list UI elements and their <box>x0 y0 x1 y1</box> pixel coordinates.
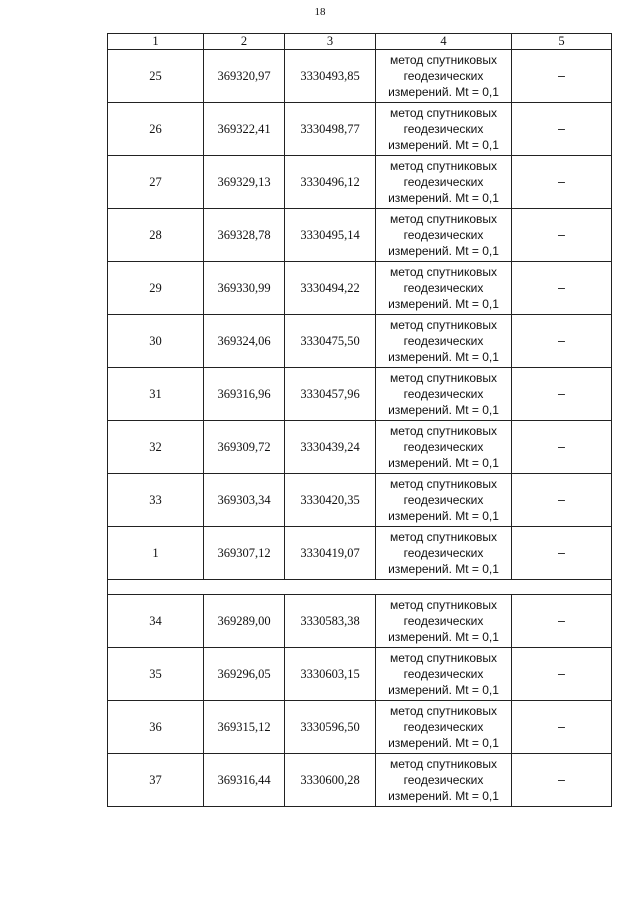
point-number: 35 <box>108 648 204 701</box>
coordinate-x: 369309,72 <box>204 421 285 474</box>
method-line: геодезических <box>403 440 484 454</box>
page-number: 18 <box>314 6 326 18</box>
method-line: геодезических <box>403 614 484 628</box>
method-line: метод спутниковых <box>389 704 497 718</box>
point-number: 33 <box>108 474 204 527</box>
note-cell: – <box>512 262 612 315</box>
measurement-method <box>376 527 512 580</box>
coordinate-x: 369324,06 <box>204 315 285 368</box>
method-line: измерений. Mt = 0,1 <box>388 85 499 99</box>
point-number: 30 <box>108 315 204 368</box>
measurement-method <box>376 648 512 701</box>
coordinate-y: 3330495,14 <box>285 209 376 262</box>
note-cell: – <box>512 474 612 527</box>
coordinate-y: 3330600,28 <box>285 754 376 807</box>
note-cell: – <box>512 156 612 209</box>
method-line: измерений. Mt = 0,1 <box>388 562 499 576</box>
point-number: 26 <box>108 103 204 156</box>
method-line: геодезических <box>403 773 484 787</box>
point-number: 34 <box>108 595 204 648</box>
measurement-method <box>376 209 512 262</box>
method-line: геодезических <box>403 546 484 560</box>
method-line: измерений. Mt = 0,1 <box>388 403 499 417</box>
note-cell: – <box>512 209 612 262</box>
coordinate-x: 369315,12 <box>204 701 285 754</box>
method-line: измерений. Mt = 0,1 <box>388 297 499 311</box>
table-row <box>108 527 612 580</box>
coordinates-table <box>107 33 612 807</box>
column-header-1: 1 <box>108 34 204 50</box>
coordinate-x: 369330,99 <box>204 262 285 315</box>
method-line: метод спутниковых <box>389 371 497 385</box>
table-row <box>108 421 612 474</box>
table-row <box>108 50 612 103</box>
note-cell: – <box>512 315 612 368</box>
coordinate-y: 3330475,50 <box>285 315 376 368</box>
point-number: 37 <box>108 754 204 807</box>
note-cell: – <box>512 421 612 474</box>
method-line: метод спутниковых <box>389 757 497 771</box>
table-row <box>108 315 612 368</box>
coordinate-y: 3330457,96 <box>285 368 376 421</box>
coordinate-x: 369316,96 <box>204 368 285 421</box>
point-number: 27 <box>108 156 204 209</box>
measurement-method <box>376 368 512 421</box>
coordinate-x: 369307,12 <box>204 527 285 580</box>
point-number: 28 <box>108 209 204 262</box>
table-row <box>108 156 612 209</box>
column-header-4: 4 <box>376 34 512 50</box>
point-number: 32 <box>108 421 204 474</box>
measurement-method <box>376 474 512 527</box>
point-number: 29 <box>108 262 204 315</box>
coordinate-x: 369322,41 <box>204 103 285 156</box>
method-line: метод спутниковых <box>389 318 497 332</box>
method-line: измерений. Mt = 0,1 <box>388 350 499 364</box>
column-header-3: 3 <box>285 34 376 50</box>
measurement-method <box>376 262 512 315</box>
coordinate-x: 369329,13 <box>204 156 285 209</box>
measurement-method <box>376 701 512 754</box>
point-number: 1 <box>108 527 204 580</box>
measurement-method <box>376 50 512 103</box>
method-line: измерений. Mt = 0,1 <box>388 509 499 523</box>
point-number: 36 <box>108 701 204 754</box>
measurement-method <box>376 421 512 474</box>
method-line: геодезических <box>403 667 484 681</box>
measurement-method <box>376 595 512 648</box>
coordinate-x: 369320,97 <box>204 50 285 103</box>
method-line: метод спутниковых <box>389 106 497 120</box>
method-line: измерений. Mt = 0,1 <box>388 244 499 258</box>
group-separator-row <box>108 580 612 595</box>
measurement-method <box>376 315 512 368</box>
point-number: 25 <box>108 50 204 103</box>
method-line: геодезических <box>403 387 484 401</box>
method-line: измерений. Mt = 0,1 <box>388 191 499 205</box>
table-row <box>108 474 612 527</box>
group-separator-cell <box>108 580 612 595</box>
coordinate-x: 369289,00 <box>204 595 285 648</box>
point-number: 31 <box>108 368 204 421</box>
method-line: метод спутниковых <box>389 477 497 491</box>
note-cell: – <box>512 701 612 754</box>
coordinate-y: 3330496,12 <box>285 156 376 209</box>
coordinate-x: 369316,44 <box>204 754 285 807</box>
coordinate-x: 369328,78 <box>204 209 285 262</box>
column-header-2: 2 <box>204 34 285 50</box>
method-line: метод спутниковых <box>389 265 497 279</box>
measurement-method <box>376 754 512 807</box>
method-line: геодезических <box>403 281 484 295</box>
method-line: метод спутниковых <box>389 530 497 544</box>
coordinate-y: 3330596,50 <box>285 701 376 754</box>
table-header-row <box>108 34 612 50</box>
measurement-method <box>376 156 512 209</box>
method-line: метод спутниковых <box>389 53 497 67</box>
coordinate-x: 369303,34 <box>204 474 285 527</box>
method-line: геодезических <box>403 69 484 83</box>
table-row <box>108 103 612 156</box>
method-line: измерений. Mt = 0,1 <box>388 736 499 750</box>
measurement-method <box>376 103 512 156</box>
coordinate-x: 369296,05 <box>204 648 285 701</box>
coordinate-y: 3330498,77 <box>285 103 376 156</box>
note-cell: – <box>512 648 612 701</box>
method-line: измерений. Mt = 0,1 <box>388 789 499 803</box>
coordinate-y: 3330420,35 <box>285 474 376 527</box>
method-line: геодезических <box>403 228 484 242</box>
method-line: геодезических <box>403 720 484 734</box>
method-line: метод спутниковых <box>389 598 497 612</box>
table-row <box>108 262 612 315</box>
method-line: измерений. Mt = 0,1 <box>388 683 499 697</box>
table-row <box>108 368 612 421</box>
method-line: геодезических <box>403 493 484 507</box>
coordinate-y: 3330494,22 <box>285 262 376 315</box>
method-line: измерений. Mt = 0,1 <box>388 630 499 644</box>
column-header-5: 5 <box>512 34 612 50</box>
table-row <box>108 209 612 262</box>
coordinate-y: 3330603,15 <box>285 648 376 701</box>
table-row <box>108 648 612 701</box>
note-cell: – <box>512 368 612 421</box>
method-line: метод спутниковых <box>389 424 497 438</box>
coordinate-y: 3330439,24 <box>285 421 376 474</box>
table-row <box>108 595 612 648</box>
method-line: метод спутниковых <box>389 651 497 665</box>
method-line: измерений. Mt = 0,1 <box>388 138 499 152</box>
method-line: метод спутниковых <box>389 212 497 226</box>
coordinate-y: 3330583,38 <box>285 595 376 648</box>
method-line: измерений. Mt = 0,1 <box>388 456 499 470</box>
note-cell: – <box>512 103 612 156</box>
method-line: геодезических <box>403 122 484 136</box>
method-line: геодезических <box>403 334 484 348</box>
coordinate-y: 3330419,07 <box>285 527 376 580</box>
note-cell: – <box>512 50 612 103</box>
note-cell: – <box>512 595 612 648</box>
method-line: геодезических <box>403 175 484 189</box>
table-row <box>108 754 612 807</box>
note-cell: – <box>512 527 612 580</box>
table-row <box>108 701 612 754</box>
note-cell: – <box>512 754 612 807</box>
coordinate-y: 3330493,85 <box>285 50 376 103</box>
method-line: метод спутниковых <box>389 159 497 173</box>
